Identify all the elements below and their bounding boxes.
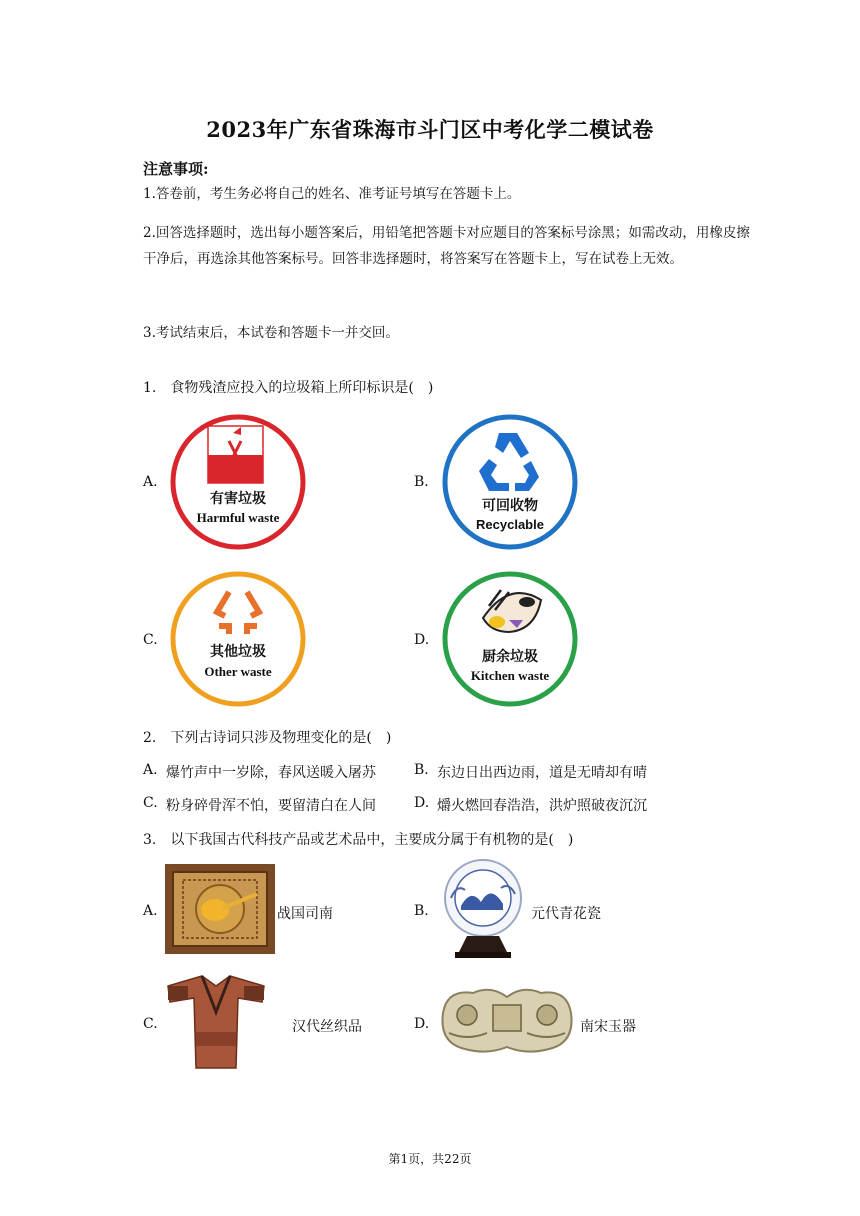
q3-option-a-letter: A. — [143, 903, 158, 919]
q2-option-a-letter: A. — [143, 762, 158, 778]
q1-c-en: Other waste — [204, 664, 272, 679]
notice-item-1: 1.答卷前，考生务必将自己的姓名、准考证号填写在答题卡上。 — [143, 186, 521, 202]
q3-option-c-letter: C. — [143, 1016, 158, 1032]
question-1-stem: 1. 食物残渣应投入的垃圾箱上所印标识是( ) — [143, 380, 434, 396]
q2-option-b-text: 东边日出西边雨，道是无晴却有晴 — [437, 765, 647, 781]
q3-option-b-text: 元代青花瓷 — [531, 906, 601, 922]
q1-a-cn: 有害垃圾 — [210, 491, 266, 507]
q3-option-c-text: 汉代丝织品 — [292, 1019, 362, 1035]
harmful-waste-badge — [167, 413, 309, 555]
q1-option-a-letter: A. — [143, 474, 158, 490]
silk-garment-image — [166, 972, 266, 1076]
q1-d-en: Kitchen waste — [470, 668, 550, 683]
q1-option-c-letter: C. — [143, 632, 158, 648]
jade-artifact-image — [437, 983, 577, 1063]
notice-item-2: 2.回答选择题时，选出每小题答案后，用铅笔把答题卡对应题目的答案标号涂黑；如需改动，用橡皮擦干净后，再选涂其他答案标号。回答非选择题时，将答案写在答题卡上，写在试卷上无效。 — [143, 225, 750, 267]
other-waste-badge — [167, 570, 309, 712]
q1-a-en: Harmful waste — [196, 510, 280, 525]
q1-option-d-letter: D. — [414, 632, 430, 648]
q2-option-c-letter: C. — [143, 795, 158, 811]
q1-option-b-letter: B. — [414, 474, 429, 490]
q2-option-d-letter: D. — [414, 795, 430, 811]
q3-option-d-letter: D. — [414, 1016, 430, 1032]
q3-option-d-text: 南宋玉器 — [580, 1019, 636, 1035]
notice-item-3: 3.考试结束后，本试卷和答题卡一并交回。 — [143, 325, 399, 341]
question-3-stem: 3. 以下我国古代科技产品或艺术品中，主要成分属于有机物的是( ) — [143, 832, 574, 848]
page-footer: 第1页，共22页 — [388, 1152, 472, 1166]
page-title: 2023年广东省珠海市斗门区中考化学二模试卷 — [206, 117, 654, 142]
q2-option-a-text: 爆竹声中一岁除，春风送暖入屠苏 — [166, 765, 376, 781]
q1-b-cn: 可回收物 — [482, 498, 538, 514]
question-2-stem: 2. 下列古诗词只涉及物理变化的是( ) — [143, 730, 392, 746]
recyclable-badge — [439, 413, 581, 555]
q1-c-cn: 其他垃圾 — [210, 644, 266, 660]
q2-option-c-text: 粉身碎骨浑不怕，要留清白在人间 — [166, 798, 376, 814]
notice-heading: 注意事项: — [143, 160, 209, 178]
kitchen-waste-badge — [439, 570, 581, 712]
q3-option-b-letter: B. — [414, 903, 429, 919]
q3-option-a-text: 战国司南 — [277, 906, 333, 922]
blue-white-porcelain-image — [437, 858, 529, 964]
q2-option-d-text: 爝火燃回春浩浩，洪炉照破夜沉沉 — [437, 798, 647, 814]
compass-spoon-image — [165, 864, 275, 958]
q1-b-en: Recyclable — [476, 517, 544, 532]
q2-option-b-letter: B. — [414, 762, 429, 778]
q1-d-cn: 厨余垃圾 — [482, 649, 538, 665]
